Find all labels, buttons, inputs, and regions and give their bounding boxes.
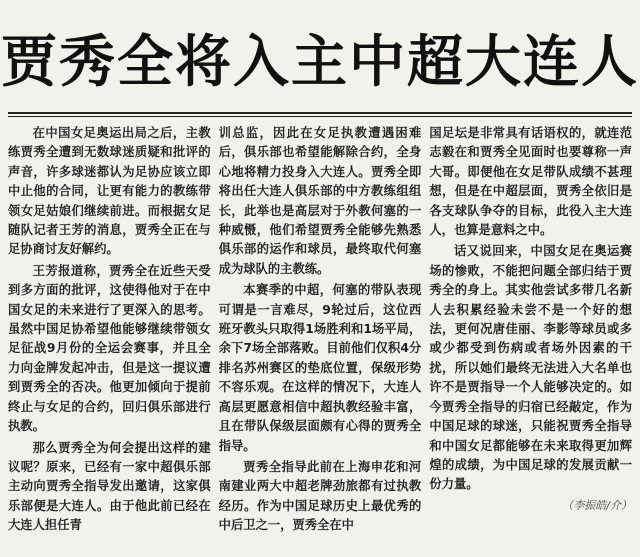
article-column-3 [429, 124, 632, 552]
article-paragraph: 贾秀全指导此前在上海申花和河南建业两大中超老牌劲旅都有过执教经历。作为中国足球历史上最优秀的中后卫之一，贾秀全在中 [218, 459, 422, 533]
article-column-1 [8, 124, 211, 552]
article-paragraph: 王芳报道称，贾秀全在近些天受到多方面的批评，这使得他对于在中国女足的未来进行了更深入的思考。虽然中国足协希望他能够继续带领女足征战9月份的全运会赛事，并且全力向金牌发起冲击，但是这一提议遭到贾秀全的否决。他更加倾向于提前终止与女足的合约，回归俱乐部进行执教。 [8, 263, 211, 434]
article-paragraph: 话又说回来，中国女足在奥运赛场的惨败，不能把问题全部归结于贾秀全的身上。其实他尝试多带几名新人去积累经验未尝不是一个好的想法，更何况唐佳丽、李影等球员或多或少都受到伤病或者场外因素的干扰，所以她们最终无法进入大名单也许不是贾指导一个人能够决定的。如今贾秀全指导的归宿已经敲定，作为中国足球的球迷，只能祝贾秀全指导和中国女足都能够在未来取得更加辉煌的成绩，为中国足球的发展贡献一份力量。 [429, 244, 633, 492]
article-column-2 [219, 124, 422, 552]
article-paragraph: 那么贾秀全为何会提出这样的建议呢？原来，已经有一家中超俱乐部主动向贾秀全指导发出邀请，这家俱乐部便是大连人。由于他此前已经在大连人担任青 [8, 440, 211, 533]
article-paragraph: 本赛季的中超，何塞的带队表现可谓是一言难尽，9轮过后，这位西班牙教头只取得1场胜利和1场平局，余下7场全部落败。目前他们仅积4分排名苏州赛区的垫底位置，保级形势不容乐观。在这样的情况下，大连人高层更愿意相信中超执教经验丰富，且在带队保级层面颇有心得的贾秀全指导。 [218, 283, 422, 453]
headline: 贾秀全将入主中超大连人 [1, 29, 639, 95]
article-paragraph: 训总监，因此在女足执教遭遇困难后，俱乐部也希望能解除合约，全身心地将精力投身入大连人。贾秀全即将出任大连人俱乐部的中方教练组组长，此举也是高层对于外教何塞的一种威慑，他们希望贾秀全能够先熟悉俱乐部的运作和球员，最终取代何塞成为球队的主教练。 [218, 126, 422, 276]
article-paragraph: 国足坛是非常具有话语权的，就连范志毅在和贾秀全见面时也要尊称一声大哥。即便他在女足带队成绩不甚理想，但是在中超层面，贾秀全依旧是各支球队争夺的目标，此役入主大连人，也算是意料之中。 [429, 126, 633, 238]
author-credit: （李振皓/介） [562, 498, 633, 512]
article-paragraph: 在中国女足奥运出局之后，主教练贾秀全遭到无数球迷质疑和批评的声音，许多球迷都认为足协应该立即中止他的合同，让更有能力的教练带领女足姑娘们继续前进。而根据女足随队记者王芳的消息，贾秀全正在与足协商讨友好解约。 [8, 126, 211, 257]
headline-rule-thin [8, 116, 632, 117]
article-columns [8, 124, 632, 552]
headline-rule [8, 112, 632, 114]
